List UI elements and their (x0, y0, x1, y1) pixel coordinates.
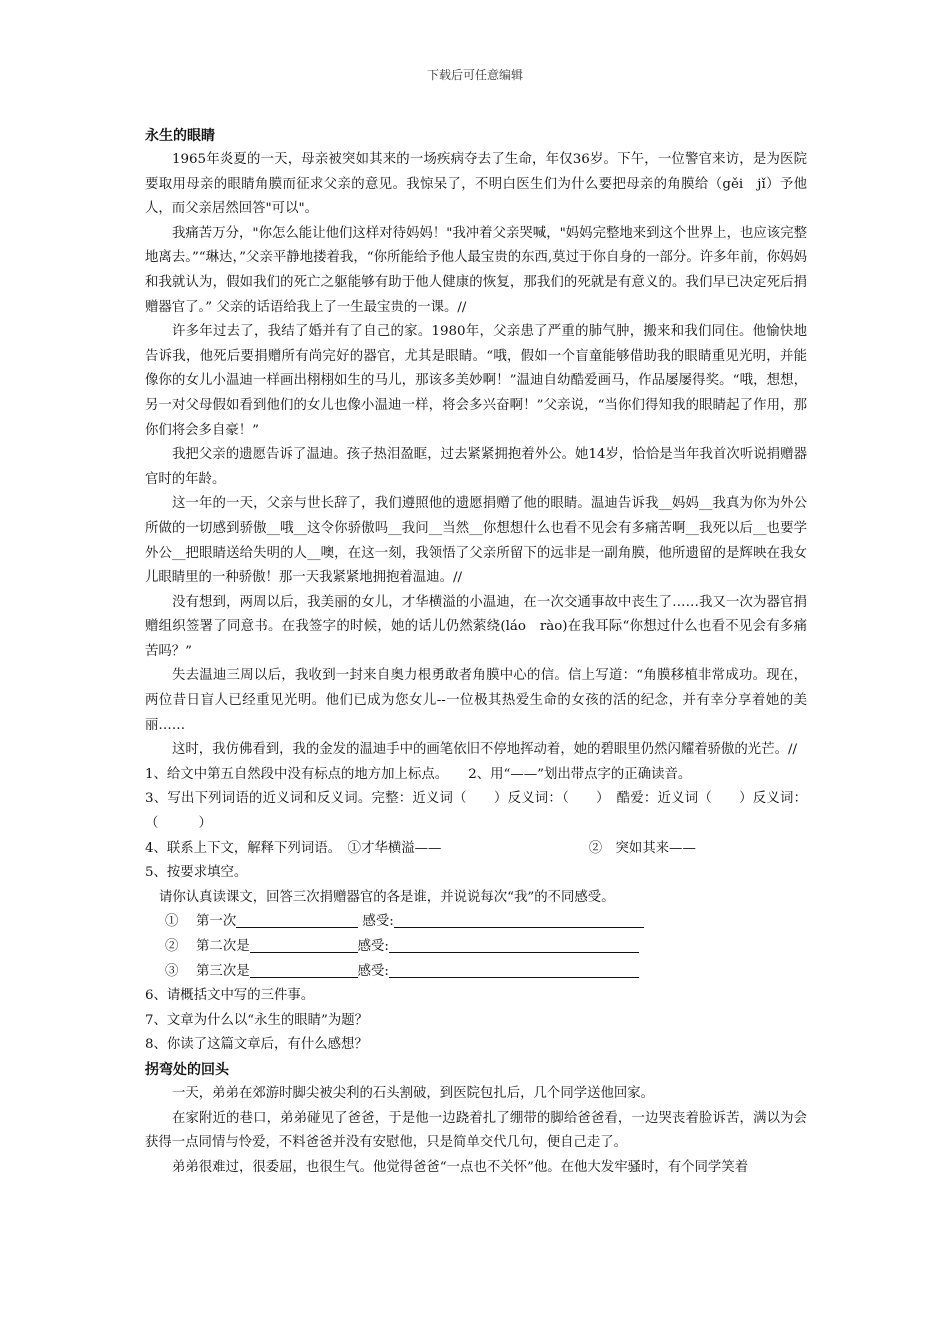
row-marker: ③ (165, 963, 179, 979)
paragraph: 弟弟很难过，很委屈，也很生气。他觉得爸爸“一点也不关怀”他。在他大发牢骚时，有个同学笑着 (172, 1159, 749, 1175)
paragraph: 我把父亲的遗愿告诉了温迪。孩子热泪盈眶，过去紧紧拥抱着外公。她14岁，恰恰是当年我首次听说捐赠器官时的年龄。 (145, 447, 807, 487)
blank-line[interactable] (250, 936, 358, 953)
answer-row-3 (145, 960, 807, 985)
question-5-intro: 请你认真读课文，回答三次捐赠器官的各是谁，并说说每次“我”的不同感受。 (159, 889, 615, 905)
article-title-1: 永生的眼睛 (145, 128, 215, 144)
paragraph: 许多年过去了，我结了婚并有了自己的家。1980年，父亲患了严重的肺气肿，搬来和我们同住。他愉快地告诉我，他死后要捐赠所有尚完好的器官，尤其是眼睛。“哦，假如一个盲童能够借助我的眼睛重见光明，并能像你的女儿小温迪一样画出栩栩如生的马儿，那该多美妙啊！”温迪自幼酷爱画马，作品屡屡得奖。“哦，想想，另一对父母假如看到他们的女儿也像小温迪一样，将会多兴奋啊！”父亲说，“当你们得知我的眼睛起了作用，那你们将会多自豪！” (145, 324, 807, 438)
paragraph: 一天，弟弟在郊游时脚尖被尖利的石头割破，到医院包扎后，几个同学送他回家。 (172, 1085, 655, 1101)
paragraph: 在家附近的巷口，弟弟碰见了爸爸，于是他一边跷着扎了绷带的脚给爸爸看，一边哭丧着脸诉苦，满以为会获得一点同情与怜爱，不料爸爸并没有安慰他，只是简单交代几句，便自己走了。 (145, 1110, 807, 1151)
paragraph: 这时，我仿佛看到，我的金发的温迪手中的画笔依旧不停地挥动着，她的碧眼里仍然闪耀着骄傲的光芒。// (172, 742, 797, 758)
question-7: 7、文章为什么以“永生的眼睛”为题？ (145, 1012, 369, 1028)
page-header: 下载后可任意编辑 (426, 68, 523, 82)
question-1-2: 1、给文中第五自然段中没有标点的地方加上标点。 2、用“——”划出带点字的正确读音。 (145, 766, 692, 782)
paragraph: 失去温迪三周以后，我收到一封来自奥力根勇敢者角膜中心的信。信上写道：“角膜移植非常成功。现在，两位昔日盲人已经重见光明。他们已成为您女儿--一位极其热爱生命的女孩的活的纪念，并有幸分享着她的美丽…… (145, 668, 807, 733)
answer-row-2 (145, 935, 807, 960)
blank-line[interactable] (250, 961, 358, 978)
row-marker: ② (165, 939, 179, 954)
paragraph: 我痛苦万分，"你怎么能让他们这样对待妈妈！"我冲着父亲哭喊，"妈妈完整地来到这个世界上，也应该完整地离去。”“琳达，”父亲平静地搂着我，“你所能给予他人最宝贵的东西,莫过于你自身的一部分。许多年前，你妈妈和我就认为，假如我们的死亡之躯能够有助于他人健康的恢复，那我们的死就是有意义的。我们早已决定死后捐赠器官了。” 父亲的话语给我上了一生最宝贵的一课。// (145, 225, 807, 315)
blank-line[interactable] (394, 911, 644, 928)
question-5: 5、按要求填空。 (145, 865, 248, 881)
question-8: 8、你读了这篇文章后，有什么感想？ (145, 1037, 368, 1053)
blank-line[interactable] (389, 961, 639, 978)
blank-line[interactable] (236, 911, 358, 928)
question-3: 3、写出下列词语的近义词和反义词。完整：近义词（ ）反义词：（ ） 酷爱：近义词（ ）反义词：（ ） (145, 791, 807, 832)
answer-row-1 (145, 910, 807, 935)
row-marker: ① (165, 914, 179, 930)
row-label: 第一次 (196, 914, 237, 930)
article-title-2: 拐弯处的回头 (145, 1061, 229, 1078)
document-body (145, 124, 807, 1180)
paragraph: 这一年的一天，父亲与世长辞了，我们遵照他的遗愿捐赠了他的眼睛。温迪告诉我__妈妈__我真为你为外公所做的一切感到骄傲__哦__这令你骄傲吗__我问__当然__你想想什么也看不见会有多痛苦啊__我死以后__也要学外公__把眼睛送给失明的人__噢，在这一刻，我领悟了父亲所留下的远非是一副角膜，他所遗留的是辉映在我女儿眼睛里的一种骄傲！那一天我紧紧地拥抱着温迪。// (145, 496, 807, 586)
row-feel-label: 感受: (357, 963, 389, 979)
question-4: 4、联系上下文，解释下列词语。 ①才华横溢—— ② 突如其来—— (145, 840, 696, 856)
question-6: 6、请概括文中写的三件事。 (145, 988, 315, 1004)
row-feel-label: 感受: (357, 939, 389, 954)
paragraph: 没有想到，两周以后，我美丽的女儿，才华横溢的小温迪，在一次交通事故中丧生了……我又一次为器官捐赠组织签署了同意书。在我签字的时候，她的话儿仍然萦绕(láo rào)在我耳际“你想过什么也看不见会有多痛苦吗？” (145, 594, 807, 659)
paragraph: 1965年炎夏的一天，母亲被突如其来的一场疾病夺去了生命，年仅36岁。下午，一位警官来访，是为医院要取用母亲的眼睛角膜而征求父亲的意见。我惊呆了，不明白医生们为什么要把母亲的角膜给（gěi jǐ）予他人，而父亲居然回答"可以"。 (145, 152, 807, 217)
row-feel-label: 感受: (362, 914, 394, 930)
blank-line[interactable] (389, 936, 639, 953)
row-label: 第二次是 (196, 939, 250, 954)
row-label: 第三次是 (196, 963, 250, 979)
